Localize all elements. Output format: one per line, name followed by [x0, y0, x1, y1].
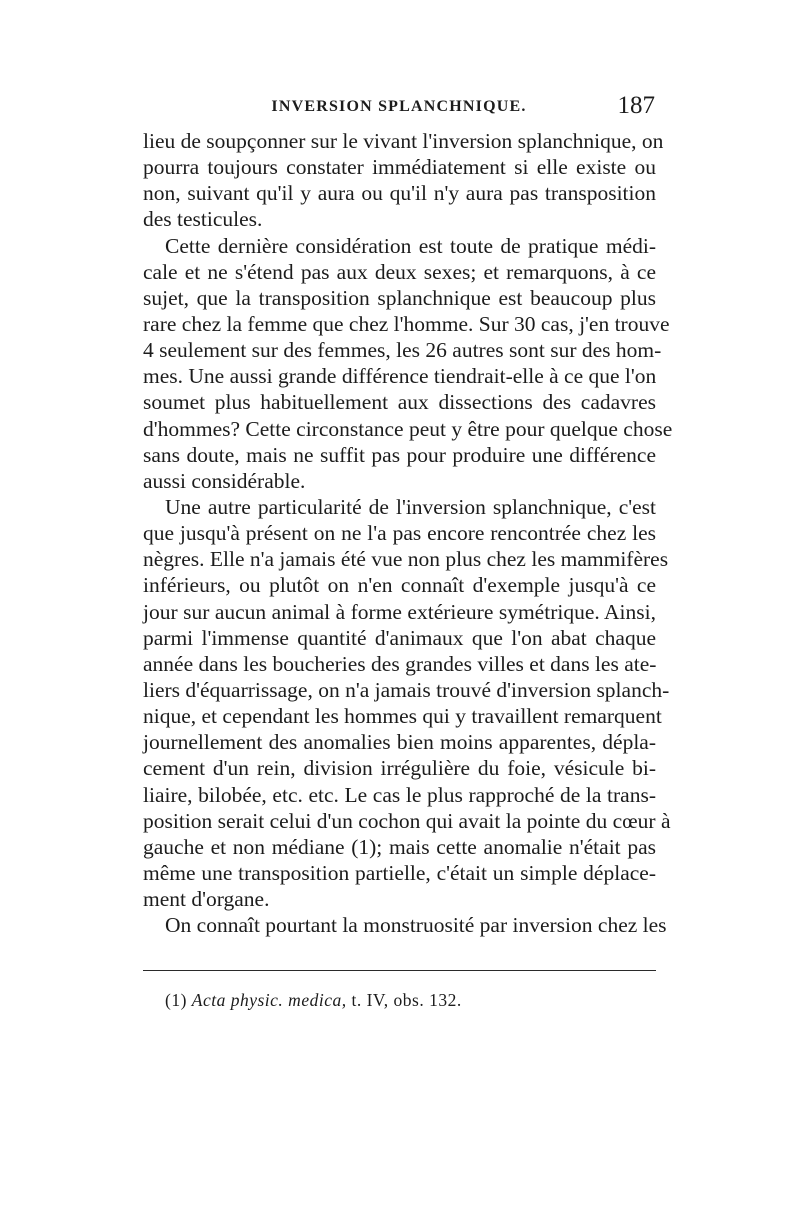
text-line: Une autre particularité de l'inversion splanchnique, c'est: [165, 494, 656, 519]
text-line: pourra toujours constater immédiatement si elle existe ou: [143, 155, 656, 180]
text-line: d'hommes? Cette circonstance peut y être pour quelque chose: [143, 416, 673, 441]
text-line: rare chez la femme que chez l'homme. Sur 30 cas, j'en trouve: [143, 311, 670, 336]
text-line: sans doute, mais ne suffit pas pour produire une différence: [143, 442, 656, 467]
running-header: [143, 92, 655, 122]
running-title: INVERSION SPLANCHNIQUE.: [271, 98, 527, 115]
text-line: lieu de soupçonner sur le vivant l'inversion splanchnique, on: [143, 129, 664, 153]
text-line: nique, et cependant les hommes qui y travaillent remarquent: [143, 704, 662, 729]
text-line: inférieurs, ou plutôt on n'en connaît d'exemple jusqu'à ce: [143, 573, 656, 598]
footnote-rule: [143, 970, 656, 971]
footnote: [165, 990, 462, 1011]
text-line: nègres. Elle n'a jamais été vue non plus chez les mammifères: [143, 547, 669, 572]
page-number: 187: [617, 92, 655, 119]
text-line: sujet, que la transposition splanchnique est beaucoup plus: [143, 285, 656, 310]
text-line: journellement des anomalies bien moins apparentes, dépla-: [143, 730, 656, 755]
text-line: 4 seulement sur des femmes, les 26 autres sont sur des hom-: [143, 338, 662, 363]
text-line: que jusqu'à présent on ne l'a pas encore rencontrée chez les: [143, 521, 656, 546]
text-line: année dans les boucheries des grandes villes et dans les ate-: [143, 651, 657, 676]
text-line: même une transposition partielle, c'était un simple déplace-: [143, 860, 656, 885]
text-line: jour sur aucun animal à forme extérieure symétrique. Ainsi,: [143, 599, 656, 624]
footnote-marker: (1): [165, 990, 187, 1010]
footnote-reference: t. IV, obs. 132.: [351, 990, 462, 1010]
footnote-source-title: Acta physic. medica,: [191, 990, 347, 1010]
text-line: mes. Une aussi grande différence tiendrait-elle à ce que l'on: [143, 364, 657, 389]
body-text: [143, 128, 673, 938]
text-line: liaire, bilobée, etc. etc. Le cas le plus rapproché de la trans-: [143, 782, 656, 807]
text-line: aussi considérable.: [143, 468, 306, 493]
text-line: soumet plus habituellement aux dissections des cadavres: [143, 390, 656, 415]
text-line: ment d'organe.: [143, 887, 270, 912]
text-line: On connaît pourtant la monstruosité par inversion chez les: [165, 913, 667, 938]
text-line: non, suivant qu'il y aura ou qu'il n'y aura pas transposition: [143, 181, 656, 206]
text-line: position serait celui d'un cochon qui avait la pointe du cœur à: [143, 808, 671, 833]
text-line: Cette dernière considération est toute de pratique médi-: [165, 233, 656, 258]
text-line: liers d'équarrissage, on n'a jamais trouvé d'inversion splanch-: [143, 677, 670, 702]
text-line: des testicules.: [143, 207, 263, 232]
text-line: cale et ne s'étend pas aux deux sexes; et remarquons, à ce: [143, 259, 656, 284]
text-line: gauche et non médiane (1); mais cette anomalie n'était pas: [143, 834, 656, 859]
text-line: cement d'un rein, division irrégulière du foie, vésicule bi-: [143, 756, 656, 781]
text-line: parmi l'immense quantité d'animaux que l'on abat chaque: [143, 625, 656, 650]
